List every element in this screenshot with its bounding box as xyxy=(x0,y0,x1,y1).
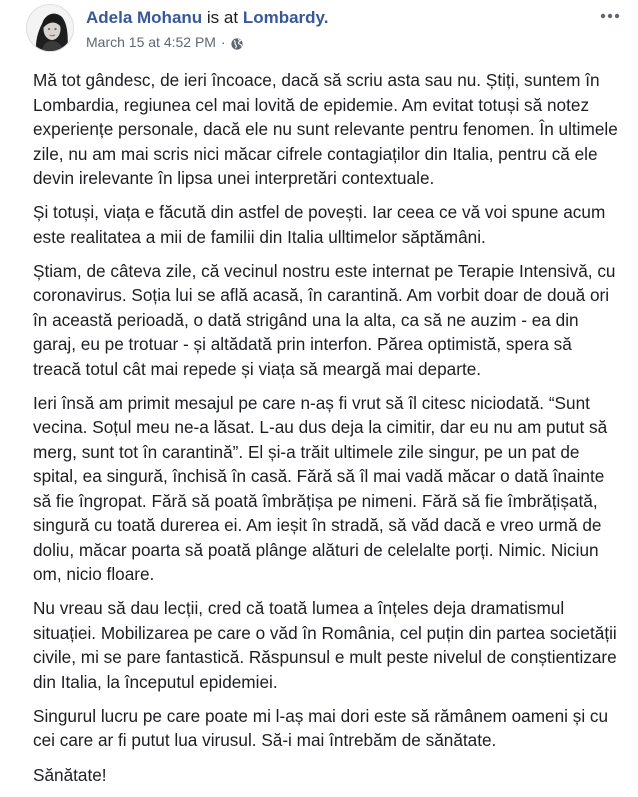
post-header xyxy=(26,4,638,54)
post-paragraph: Nu vreau să dau lecții, cred că toată lumea a înțeles deja dramatismul situației. Mobilizarea pe care o văd în România, cel puțin din partea societății civile, mi se pare fantastică. Răspunsul e mult peste nivelul de conștientizare din Italia, la începutul epidemiei. xyxy=(33,598,617,692)
meta-separator: · xyxy=(220,34,226,50)
author-name-link[interactable]: Adela Mohanu xyxy=(86,8,203,27)
post-body xyxy=(33,68,623,797)
post-meta xyxy=(86,33,243,51)
post-paragraph: Singurul lucru pe care poate mi l-aș mai dori este să rămânem oameni și cu cei care ar fi putut lua virusul. Să-i mai întrebăm de sănătate. xyxy=(33,705,609,751)
post-paragraph: Și totuși, viața e făcută din astfel de povești. Iar ceea ce vă voi spune acum este realitatea a mii de familii din Italia ulltimelor săptămâni. xyxy=(33,202,606,247)
post-paragraph: Știam, de câteva zile, că vecinul nostru este internat pe Terapie Intensivă, cu coronavirus. Soția lui se află acasă, în carantină. Am vorbit doar de două ori în această perioadă, o dată strigând una la alta, ca să ne auzim - ea din garaj, eu pe trotuar - și altădată prin interfon. Părea optimistă, spera să treacă totul cât mai repede și viața să meargă mai departe. xyxy=(33,260,616,379)
post-paragraph: Ieri însă am primit mesajul pe care n-aș fi vrut să îl citesc niciodată. “Sunt vecina. Soțul meu ne-a lăsat. L-au dus deja la cimitir, dar eu nu am putut să merg, sunt tot în carantină”. El și-a trăit ultimele zile singur, pe un pat de spital, ea singură, închisă în casă. Fără să îl mai vadă măcar o dată înainte să fie îngropat. Fără să poată îmbrățișa pe nimeni. Fără să fie îmbrățișată, singură cu toată durerea ei. Am ieșit în stradă, să văd dacă e vreo urmă de doliu, măcar poarta să poată plânge alături de celelalte porți. Nimic. Niciun om, nicio floare. xyxy=(33,392,608,585)
timestamp-link[interactable]: March 15 at 4:52 PM xyxy=(86,34,216,50)
avatar-image xyxy=(27,5,74,52)
location-link[interactable]: Lombardy. xyxy=(242,8,329,27)
post-paragraph: Mă tot gândesc, de ieri încoace, dacă să scriu asta sau nu. Știți, suntem în Lombardia, regiunea cel mai lovită de epidemie. Am evitat totuși să notez experiențe personale, dacă ele nu sunt relevante pentru fenomen. În ultimele zile, nu am mai scris nici măcar cifrele contagiaților din Italia, pentru că ele devin irelevante în lipsa unei interpretări contextuale. xyxy=(33,70,618,188)
post-paragraph: Sănătate! xyxy=(33,764,107,785)
author-line xyxy=(86,8,328,28)
globe-icon[interactable] xyxy=(231,36,243,48)
avatar[interactable] xyxy=(26,4,74,52)
more-options-icon[interactable] xyxy=(598,8,622,24)
location-connector: is at xyxy=(206,8,239,27)
